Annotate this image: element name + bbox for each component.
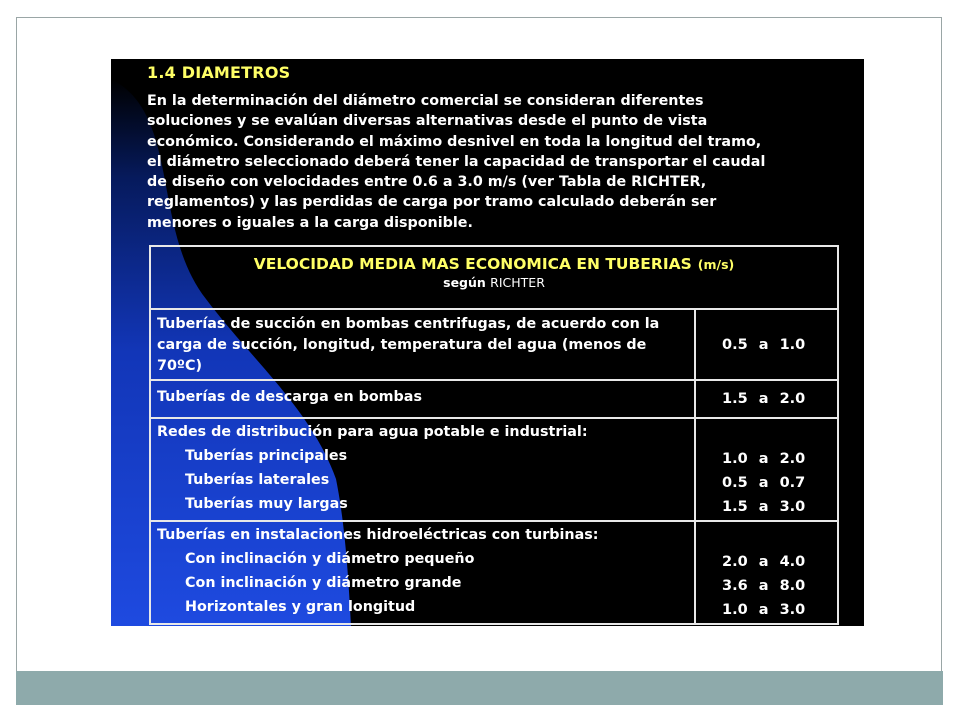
row-subitem: Con inclinación y diámetro pequeño [185,551,475,568]
intro-line: de diseño con velocidades entre 0.6 a 3.0 m/s (ver Tabla de RICHTER, [147,174,707,191]
row-subitem: Tuberías laterales [185,472,330,489]
intro-line: reglamentos) y las perdidas de carga por tramo calculado deberán ser [147,194,717,211]
row-heading: Tuberías en instalaciones hidroeléctricas con turbinas: [157,527,599,544]
table-subtitle [152,275,836,290]
richter-velocity-table [149,245,839,625]
slide-title: 1.4 DIAMETROS [147,63,291,82]
row-subitem: Tuberías muy largas [185,496,348,513]
row-value: 1.0 a 2.0 [722,451,806,468]
table-subtitle-prefix: según [443,275,486,290]
row-description: Tuberías de succión en bombas centrifugas, de acuerdo con la carga de succión, longitud, temperatura del agua (menos de 70ºC) [150,309,695,380]
footer-bar [16,671,943,705]
row-heading: Redes de distribución para agua potable e industrial: [157,424,588,441]
row-description: Tuberías de descarga en bombas [150,380,695,418]
row-subitem: Horizontales y gran longitud [185,599,416,616]
row-value: 1.0 a 3.0 [722,602,806,619]
slide-image [111,59,864,626]
intro-line: económico. Considerando el máximo desnivel en toda la longitud del tramo, [147,133,762,150]
row-values [695,418,838,521]
row-value: 1.5 a 2.0 [695,380,838,418]
row-value: 0.5 a 1.0 [695,309,838,380]
table-row [150,521,838,624]
intro-paragraph [147,91,864,233]
intro-line: el diámetro seleccionado deberá tener la capacidad de transportar el caudal [147,153,766,170]
row-value: 1.5 a 3.0 [722,499,806,516]
table-row [150,418,838,521]
row-value: 2.0 a 4.0 [722,554,806,571]
row-subitem: Con inclinación y diámetro grande [185,575,462,592]
row-description [150,521,695,624]
row-value: 3.6 a 8.0 [722,578,806,595]
intro-line: soluciones y se evalúan diversas alternativas desde el punto de vista [147,113,708,130]
table-unit: (m/s) [697,257,735,272]
table-row [150,380,838,418]
table-row [150,309,838,380]
row-values [695,521,838,624]
table-header-row [150,246,838,309]
row-subitem: Tuberías principales [185,448,348,465]
intro-line: En la determinación del diámetro comercial se consideran diferentes [147,93,704,109]
table-subtitle-source: RICHTER [490,275,545,290]
row-value: 0.5 a 0.7 [722,475,806,492]
intro-line: menores o iguales a la carga disponible. [147,214,473,231]
row-description [150,418,695,521]
table-title: VELOCIDAD MEDIA MAS ECONOMICA EN TUBERIAS [253,255,692,273]
table-header [150,246,838,309]
